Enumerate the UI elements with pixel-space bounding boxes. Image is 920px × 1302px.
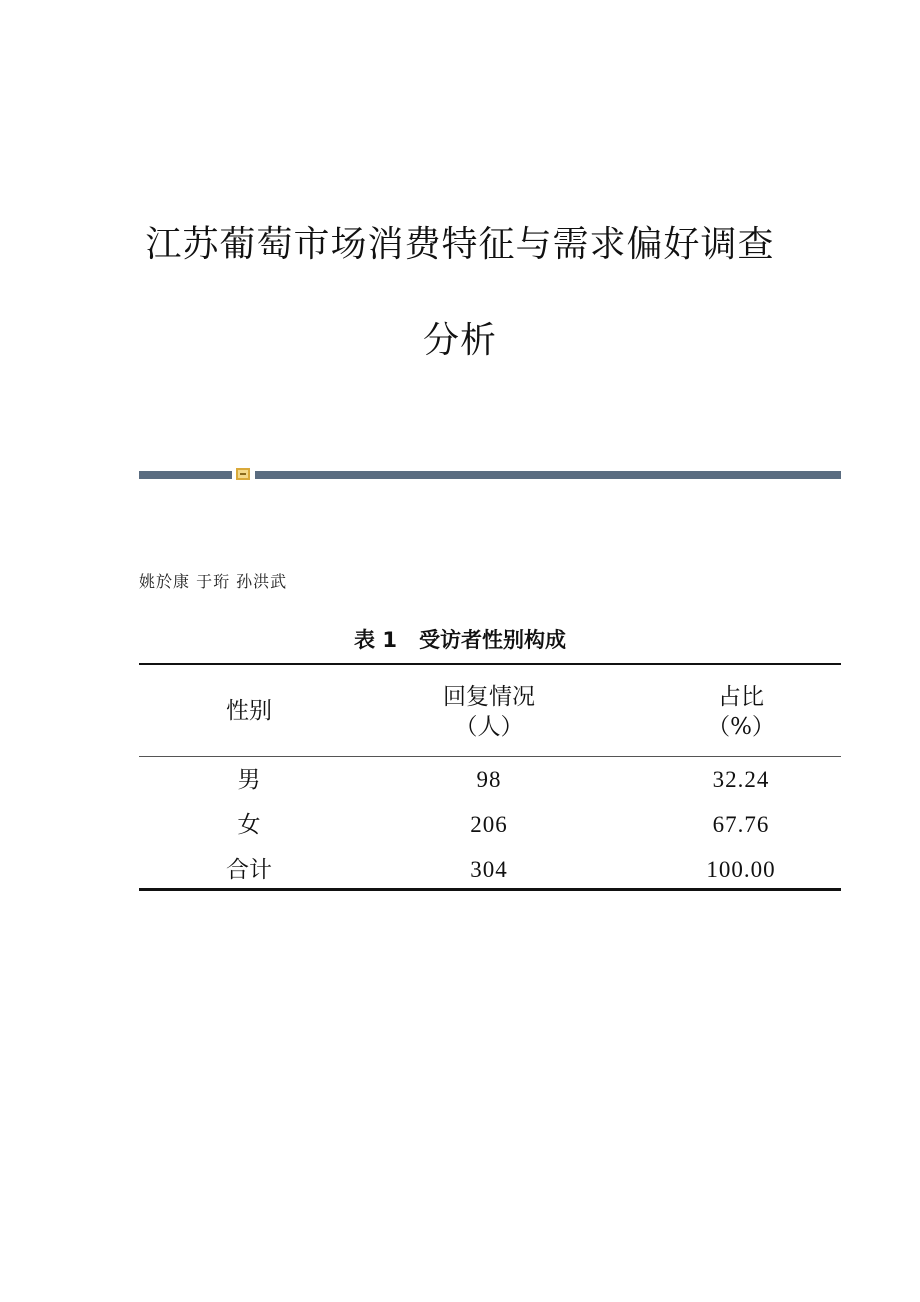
table-cell-total-percent: 100.00 <box>706 857 776 882</box>
document-title-continued: 分析 <box>422 320 497 361</box>
table-cell-percent: 67.76 <box>712 812 770 837</box>
table-cell-count: 98 <box>476 767 502 792</box>
divider-ornament-icon <box>236 468 250 480</box>
header-responses-unit: （人） <box>454 714 524 740</box>
divider-bar-left <box>139 471 232 479</box>
table-header-row <box>139 665 841 757</box>
header-share: 占比 <box>718 684 764 710</box>
header-responses: 回复情况 <box>443 684 535 710</box>
table-caption-text: 受访者性别构成 <box>418 628 566 652</box>
divider-bar-right <box>255 471 841 479</box>
header-gender: 性别 <box>226 698 272 724</box>
table-caption-number: 表 1 <box>354 628 397 652</box>
author-list: 姚於康 于珩 孙洪武 <box>139 572 288 591</box>
document-title: 江苏葡萄市场消费特征与需求偏好调查 <box>145 224 775 265</box>
table-cell-percent: 32.24 <box>712 767 770 792</box>
header-share-unit: （%） <box>707 714 775 740</box>
table-caption <box>0 624 920 654</box>
gender-composition-table <box>139 663 841 891</box>
table-cell-total-count: 304 <box>470 857 508 882</box>
section-divider <box>139 471 841 479</box>
table-cell-gender: 女 <box>237 812 261 838</box>
table-cell-count: 206 <box>470 812 508 837</box>
table-cell-gender: 男 <box>237 767 261 793</box>
table-cell-total-label: 合计 <box>226 857 272 883</box>
